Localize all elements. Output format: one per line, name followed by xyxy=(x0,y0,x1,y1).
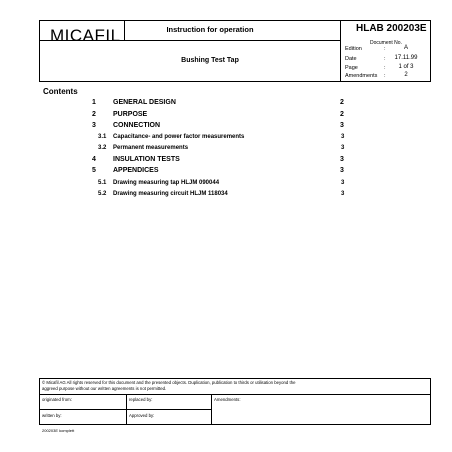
date-colon: : xyxy=(384,56,386,62)
header-divider-left xyxy=(124,20,125,41)
toc-page: 3 xyxy=(341,134,345,140)
toc-number: 4 xyxy=(92,156,96,163)
toc-title: INSULATION TESTS xyxy=(113,156,180,163)
edition-value: A xyxy=(403,45,408,51)
toc-number: 5.1 xyxy=(98,180,107,186)
page-colon: : xyxy=(384,65,386,71)
toc-number: 3.2 xyxy=(98,145,107,151)
toc-title: CONNECTION xyxy=(113,122,161,129)
toc-page: 3 xyxy=(341,145,345,151)
footer-divider-2 xyxy=(39,409,211,410)
toc-page: 2 xyxy=(340,111,344,118)
date-value: 17.11.99 xyxy=(394,55,418,61)
toc-page: 2 xyxy=(340,99,344,106)
written-by-label: written by: xyxy=(42,413,62,418)
toc-title: PURPOSE xyxy=(113,111,148,118)
document-title: Bushing Test Tap xyxy=(181,57,239,64)
toc-number: 1 xyxy=(92,99,96,106)
amendments-value: 2 xyxy=(404,72,408,78)
contents-heading: Contents xyxy=(43,87,78,96)
file-name: 200203E komplett xyxy=(42,428,75,433)
toc-title: Capacitance- and power factor measurements xyxy=(113,134,245,140)
edition-colon: : xyxy=(384,46,386,52)
toc-title: Permanent measurements xyxy=(113,145,189,151)
toc-page: 3 xyxy=(340,156,344,163)
amendments-colon: : xyxy=(384,73,386,79)
footer-divider-1 xyxy=(39,394,431,395)
toc-number: 3 xyxy=(92,122,96,129)
document-number: HLAB 200203E xyxy=(356,23,427,34)
replaced-by-label: replaced by: xyxy=(129,397,153,402)
toc-number: 3.1 xyxy=(98,134,107,140)
micafil-logo: MICAFIL xyxy=(50,26,121,45)
toc-title: Drawing measuring tap HLJM 090044 xyxy=(113,180,220,186)
toc-title: Drawing measuring circuit HLJM 118034 xyxy=(113,191,228,197)
page-label: Page xyxy=(345,65,358,71)
toc-page: 3 xyxy=(340,167,344,174)
header-divider-right xyxy=(340,20,341,82)
toc-number: 5.2 xyxy=(98,191,107,197)
toc-title: APPENDICES xyxy=(113,167,159,174)
copyright-line-1: © Micafil AG All rights reserved for this document and the presented objects. Duplication, publication to thirds or utilisation beyond the xyxy=(42,380,296,385)
document-number-caption: Document No. xyxy=(370,40,402,46)
footer-divider-col1 xyxy=(126,394,127,425)
date-label: Date xyxy=(345,56,357,62)
toc-page: 3 xyxy=(341,180,345,186)
toc-title: GENERAL DESIGN xyxy=(113,99,176,106)
originated-from-label: originated from: xyxy=(42,397,72,402)
amendments-label: Amendments xyxy=(345,73,378,79)
document-type: Instruction for operation xyxy=(166,25,254,34)
toc-page: 3 xyxy=(340,122,344,129)
edition-label: Edition xyxy=(345,46,362,52)
toc-number: 5 xyxy=(92,167,96,174)
page-value: 1 of 3 xyxy=(398,64,414,70)
approved-by-label: Approved by: xyxy=(129,413,155,418)
toc-page: 3 xyxy=(341,191,345,197)
amendments-footer-label: Amendments: xyxy=(214,397,241,402)
copyright-line-2: aggreed purpose without our written agreements is not permitted. xyxy=(42,386,167,391)
footer-divider-col2 xyxy=(211,394,212,425)
toc-number: 2 xyxy=(92,111,96,118)
